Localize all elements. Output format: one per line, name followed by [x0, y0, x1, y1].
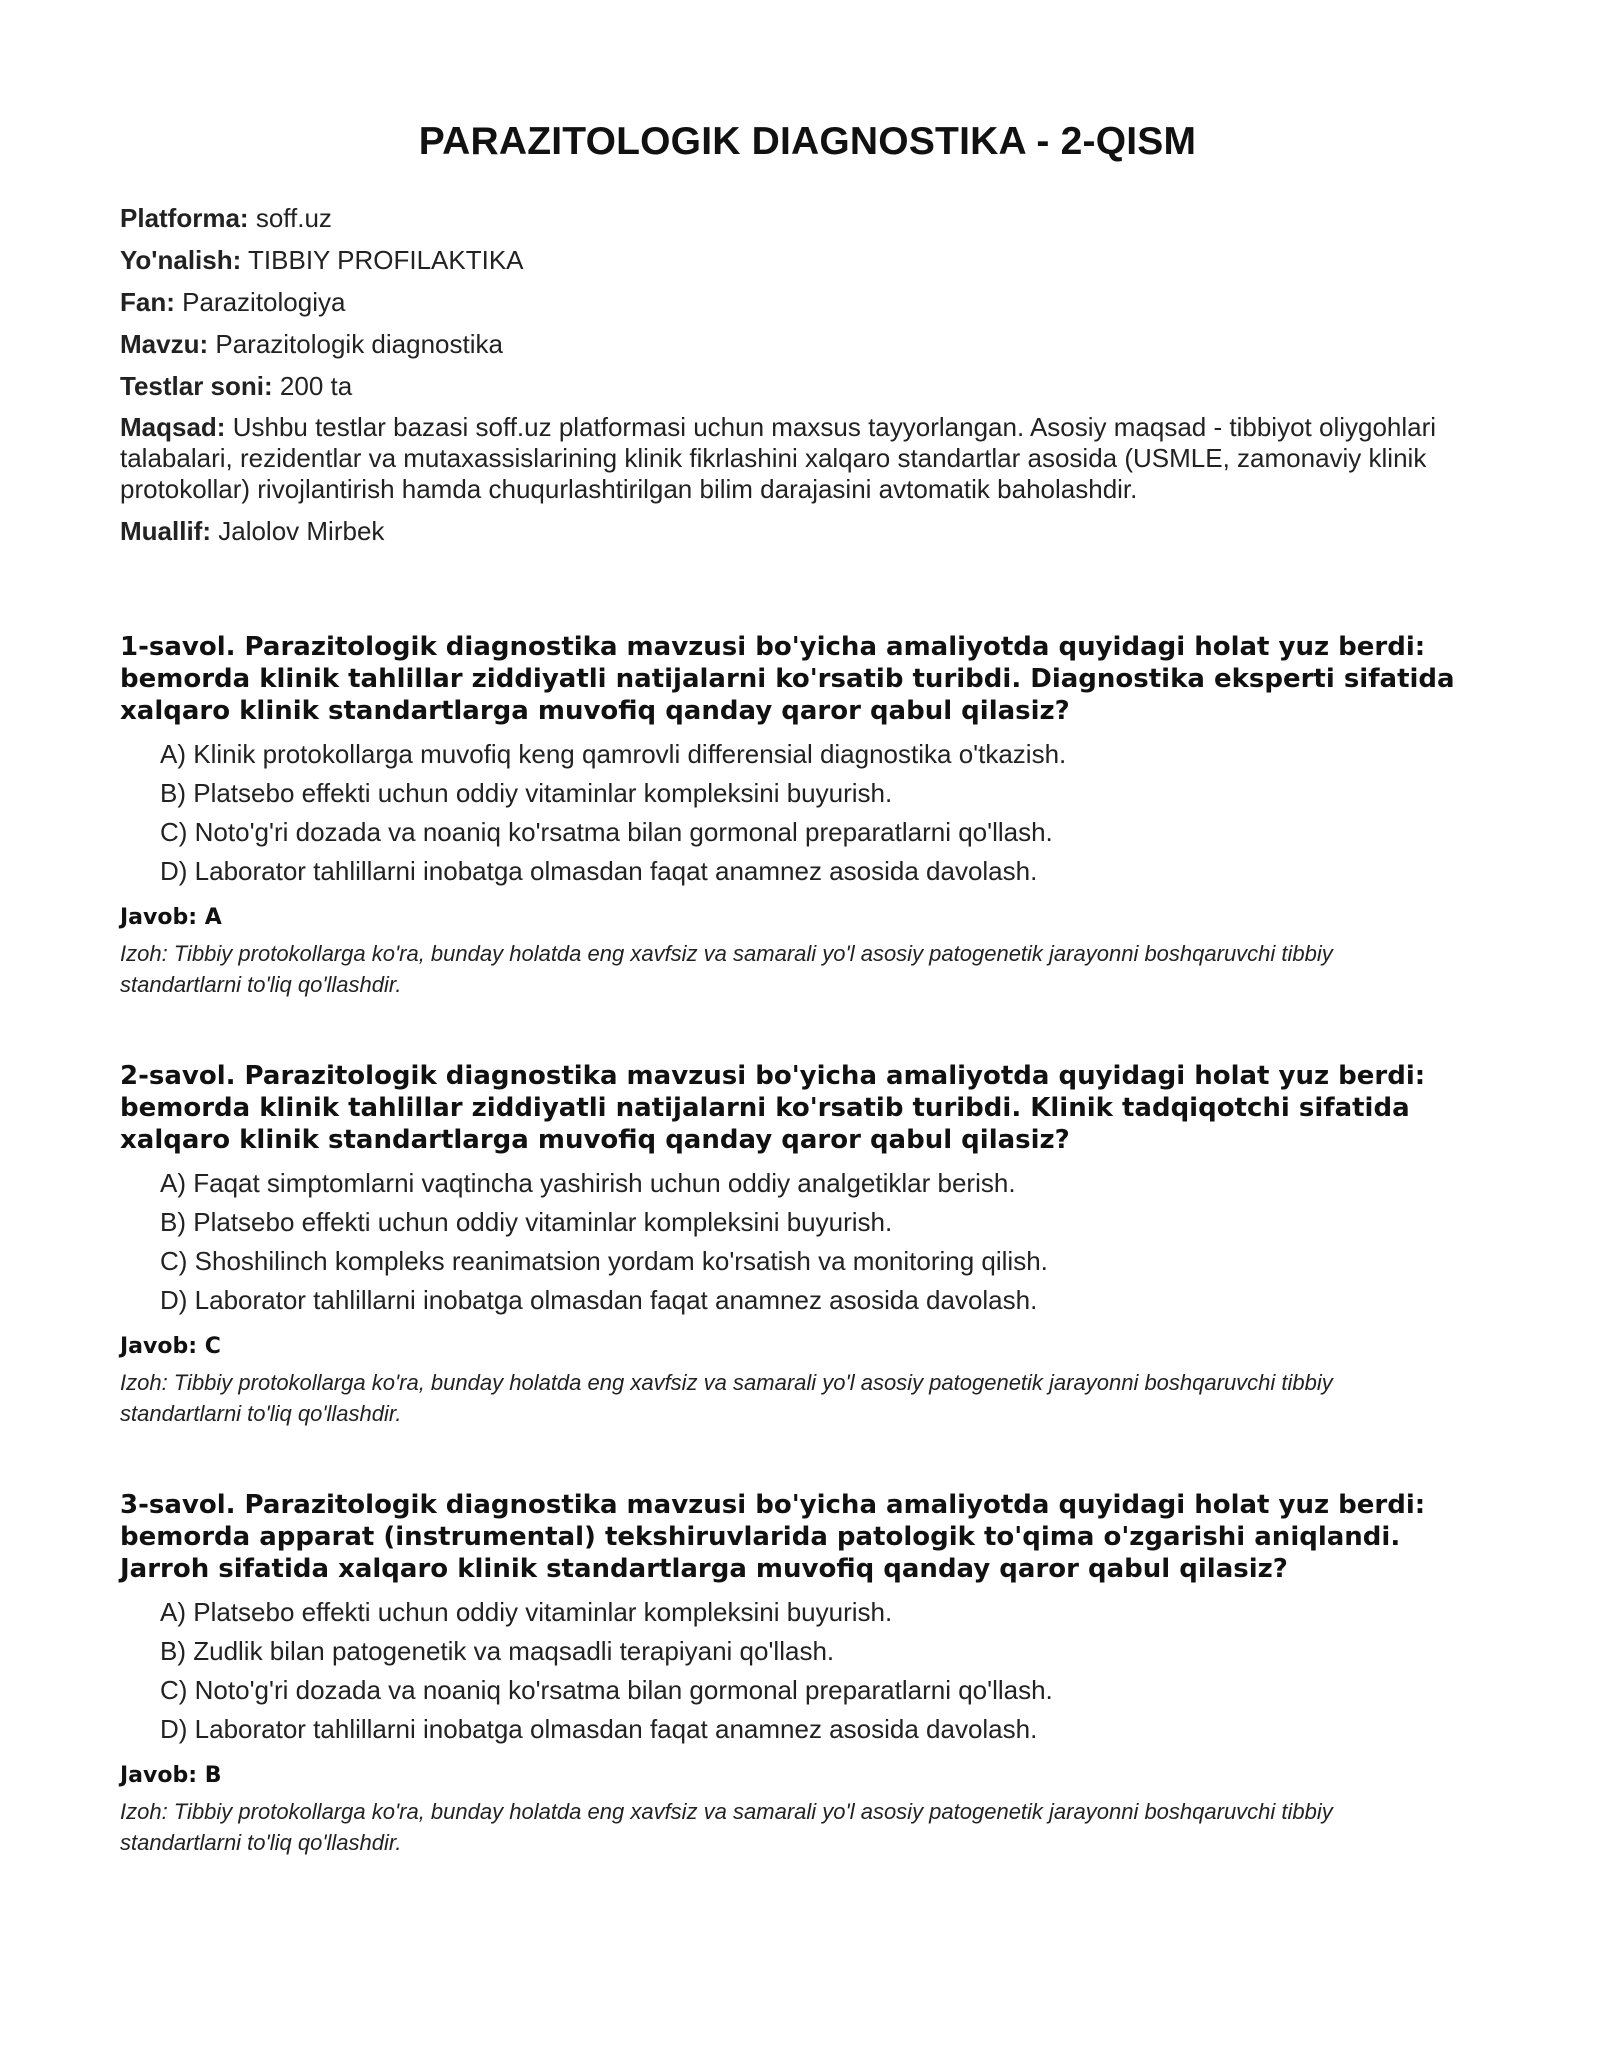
explanation-text: Izoh: Tibbiy protokollarga ko'ra, bunday holatda eng xavfsiz va samarali yo'l asosiy patogenetik jarayonni boshqaruvchi tibbiy standartlarni to'liq qo'llashdir.: [120, 1799, 1333, 1855]
question-3: [120, 1489, 1495, 1858]
meta-value: Jalolov Mirbek: [218, 516, 385, 546]
option-c: C) Shoshilinch kompleks reanimatsion yordam ko'rsatish va monitoring qilish.: [160, 1246, 1048, 1276]
option-a: A) Klinik protokollarga muvofiq keng qamrovli differensial diagnostika o'tkazish.: [160, 739, 1067, 769]
meta-value: TIBBIY PROFILAKTIKA: [248, 245, 524, 275]
answer-label: Javob: A: [120, 905, 222, 930]
meta-platform: [120, 202, 1495, 234]
option-list: [120, 1593, 1495, 1749]
document-meta: [120, 202, 1495, 547]
option-b: B) Platsebo effekti uchun oddiy vitaminlar kompleksini buyurish.: [160, 778, 893, 808]
option-d: D) Laborator tahlillarni inobatga olmasdan faqat anamnez asosida davolash.: [160, 856, 1038, 886]
meta-value: Parazitologik diagnostika: [215, 329, 503, 359]
meta-label: Maqsad:: [120, 412, 226, 442]
option-list: [120, 735, 1495, 891]
option-d: D) Laborator tahlillarni inobatga olmasdan faqat anamnez asosida davolash.: [160, 1714, 1038, 1744]
option-c: C) Noto'g'ri dozada va noaniq ko'rsatma bilan gormonal preparatlarni qo'llash.: [160, 1675, 1053, 1705]
question-2: [120, 1060, 1495, 1429]
explanation-text: Izoh: Tibbiy protokollarga ko'ra, bunday holatda eng xavfsiz va samarali yo'l asosiy patogenetik jarayonni boshqaruvchi tibbiy standartlarni to'liq qo'llashdir.: [120, 941, 1333, 997]
meta-label: Fan:: [120, 287, 175, 317]
answer-label: Javob: B: [120, 1763, 222, 1788]
option-list: [120, 1164, 1495, 1320]
answer-label: Javob: C: [120, 1334, 221, 1359]
meta-topic: [120, 328, 1495, 360]
meta-value: 200 ta: [279, 371, 353, 401]
meta-label: Mavzu:: [120, 329, 209, 359]
document-title: PARAZITOLOGIK DIAGNOSTIKA - 2-QISM: [418, 120, 1197, 163]
option-a: A) Faqat simptomlarni vaqtincha yashirish uchun oddiy analgetiklar berish.: [160, 1168, 1016, 1198]
question-text: 2-savol. Parazitologik diagnostika mavzusi bo'yicha amaliyotda quyidagi holat yuz berdi: bemorda klinik tahlillar ziddiyatli natijalarni ko'rsatib turibdi. Klinik tadqiqotchi sifatida xalqaro klinik standartlarga muvofiq qanday qaror qabul qilasiz?: [120, 1061, 1426, 1155]
question-1: [120, 631, 1495, 1000]
document-page: [120, 120, 1495, 1918]
meta-purpose: [120, 412, 1495, 505]
meta-author: [120, 515, 1495, 547]
meta-label: Testlar soni:: [120, 371, 273, 401]
option-b: B) Platsebo effekti uchun oddiy vitaminlar kompleksini buyurish.: [160, 1207, 893, 1237]
meta-value: soff.uz: [255, 203, 332, 233]
meta-subject: [120, 286, 1495, 318]
option-d: D) Laborator tahlillarni inobatga olmasdan faqat anamnez asosida davolash.: [160, 1285, 1038, 1315]
meta-value: Ushbu testlar bazasi soff.uz platformasi uchun maxsus tayyorlangan. Asosiy maqsad - tibbiyot oliygohlari talabalari, rezidentlar va mutaxassislarining klinik fikrlashini xalqaro standartlar asosida (USMLE, zamonaviy klinik protokollar) rivojlantirish hamda chuqurlashtirilgan bilim darajasini avtomatik baholashdir.: [120, 412, 1437, 504]
option-b: B) Zudlik bilan patogenetik va maqsadli terapiyani qo'llash.: [160, 1636, 835, 1666]
question-list: [120, 631, 1495, 1858]
option-c: C) Noto'g'ri dozada va noaniq ko'rsatma bilan gormonal preparatlarni qo'llash.: [160, 817, 1053, 847]
explanation-text: Izoh: Tibbiy protokollarga ko'ra, bunday holatda eng xavfsiz va samarali yo'l asosiy patogenetik jarayonni boshqaruvchi tibbiy standartlarni to'liq qo'llashdir.: [120, 1370, 1333, 1426]
meta-label: Platforma:: [120, 203, 249, 233]
question-text: 3-savol. Parazitologik diagnostika mavzusi bo'yicha amaliyotda quyidagi holat yuz berdi: bemorda apparat (instrumental) tekshiruvlarida patologik to'qima o'zgarishi aniqlandi. Jarroh sifatida xalqaro klinik standartlarga muvofiq qanday qaror qabul qilasiz?: [120, 1490, 1426, 1584]
question-text: 1-savol. Parazitologik diagnostika mavzusi bo'yicha amaliyotda quyidagi holat yuz berdi: bemorda klinik tahlillar ziddiyatli natijalarni ko'rsatib turibdi. Diagnostika eksperti sifatida xalqaro klinik standartlarga muvofiq qanday qaror qabul qilasiz?: [120, 632, 1455, 726]
meta-direction: [120, 244, 1495, 276]
meta-label: Muallif:: [120, 516, 211, 546]
meta-value: Parazitologiya: [182, 287, 346, 317]
option-a: A) Platsebo effekti uchun oddiy vitaminlar kompleksini buyurish.: [160, 1597, 893, 1627]
meta-test-count: [120, 370, 1495, 402]
meta-label: Yo'nalish:: [120, 245, 242, 275]
